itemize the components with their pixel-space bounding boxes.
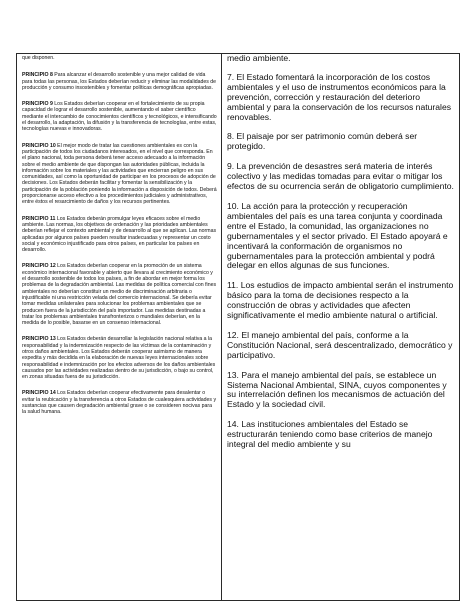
article-14: 14. Las instituciones ambientales del Estado se estructurarán teniendo como base criterios de manejo integral del medio ambiente y su	[227, 419, 433, 450]
principle-12	[22, 263, 217, 326]
principle-label: PRINCIPIO 12	[22, 263, 56, 270]
principle-label: PRINCIPIO 8	[22, 72, 53, 79]
article-12: 12. El manejo ambiental del país, conforme a la Constitución Nacional, será descentralizado, democrático y participativo.	[227, 329, 453, 360]
principle-text: El mejor modo de tratar las cuestiones ambientales es con la participación de todos los ciudadanos interesados, en el nivel que corresponda. En el plano nacional, toda persona deberá tener acceso adecuado a la información sobre el medio ambiente de que dispongan las autoridades públicas, incluida la información sobre los materiales y las actividades que encierran peligro en sus comunidades, así como la oportunidad de participar en los procesos de adopción de decisiones. Los Estados deberán facilitar y fomentar la sensibilización y la participación de la población poniendo la información a disposición de todos. Deberá proporcionarse acceso efectivo a los procedimientos judiciales y administrativos, entre éstos el resarcimiento de daños y los recursos pertinentes.	[22, 142, 217, 206]
principle-13	[22, 336, 217, 380]
article-13: 13. Para el manejo ambiental del país, se establece un Sistema Nacional Ambiental, SINA, cuyos componentes y su interrelación definen los mecanismos de actuación del Estado y la sociedad civil.	[227, 369, 447, 410]
left-fragment: que disponen.	[22, 55, 55, 61]
principle-text: Los Estados deberían cooperar efectivamente para desalentar o evitar la reubicación y la transferencia a otros Estados de cualesquiera actividades y sustancias que causen degradación ambiental grave o se consideren nocivas para la salud humana.	[22, 390, 217, 416]
principle-14	[22, 390, 217, 415]
principle-11	[22, 216, 217, 254]
principle-label: PRINCIPIO 14	[22, 390, 56, 397]
comparison-table	[16, 53, 460, 601]
principle-label: PRINCIPIO 13	[22, 336, 56, 343]
principle-text: Los Estados deberán promulgar leyes eficaces sobre el medio ambiente. Las normas, los objetivos de ordenación y las prioridades ambientales deberían reflejar el contexto ambiental y de desarrollo al que se aplican. Las normas aplicadas por algunos países pueden resultar inadecuadas y representar un costo social y económico injustificado para otros países, en particular los países en desarrollo.	[22, 215, 217, 254]
article-8: 8. El paisaje por ser patrimonio común deberá ser protegido.	[227, 131, 418, 152]
article-7: 7. El Estado fomentará la incorporación de los costos ambientales y el uso de instrumentos económicos para la prevención, corrección y restauración del deterioro ambiental y para la conservación de los recursos naturales renovables.	[227, 71, 452, 122]
principle-10	[22, 143, 217, 206]
principle-text: Los Estados deberán desarrollar la legislación nacional relativa a la responsabilidad y la indemnización respecto de las víctimas de la contaminación y otros daños ambientales. Los Estados deberán cooperar asimismo de manera expedita y más decidida en la elaboración de nuevas leyes internacionales sobre responsabilidad e indemnización por los efectos adversos de los daños ambientales causados por las actividades realizadas dentro de su jurisdicción, o bajo su control, en zonas situadas fuera de su jurisdicción.	[22, 336, 216, 381]
principle-8	[22, 72, 217, 91]
principle-9	[22, 101, 217, 132]
principle-text: Los Estados deberían cooperar en la promoción de un sistema económico internacional favorable y abierto que llevara al crecimiento económico y el desarrollo sostenible de todos los países, a fin de abordar en mejor forma los problemas de la degradación ambiental. Las medidas de política comercial con fines ambientales no deberían constituir un medio de discriminación arbitraria o injustificable ni una restricción velada del comercio internacional. Se debería evitar tomar medidas unilaterales para solucionar los problemas ambientales que se producen fuera de la jurisdicción del país importador. Las medidas destinadas a tratar los problemas ambientales transfronterizos o mundiales deberían, en la medida de lo posible, basarse en un consenso internacional.	[22, 263, 217, 327]
principles-column	[17, 54, 222, 600]
article-9: 9. La prevención de desastres será materia de interés colectivo y las medidas tomadas para evitar o mitigar los efectos de su ocurrencia serán de obligatorio cumplimiento.	[227, 161, 454, 192]
article-11: 11. Los estudios de impacto ambiental serán el instrumento básico para la toma de decisiones respecto a la construcción de obras y actividades que afecten significativamente el medio ambiente natural o artificial.	[227, 280, 454, 321]
article-10: 10. La acción para la protección y recuperación ambientales del país es una tarea conjunta y coordinada entre el Estado, la comunidad, las organizaciones no gubernamentales y el sector privado. El Estado apoyará e incentivará la conformación de organismos no gubernamentales para la protección ambiental y podrá delegar en ellos algunas de sus funciones.	[227, 200, 448, 271]
principle-label: PRINCIPIO 10	[22, 142, 56, 149]
principle-label: PRINCIPIO 11	[22, 215, 56, 222]
principle-text: Para alcanzar el desarrollo sostenible y una mejor calidad de vida para todas las personas, los Estados deberían reducir y eliminar las modalidades de producción y consumo insostenibles y fomentar políticas demográficas apropiadas.	[22, 72, 217, 91]
principle-label: PRINCIPIO 9	[22, 101, 53, 108]
right-fragment: medio ambiente.	[227, 54, 291, 63]
law-articles-column	[222, 54, 459, 600]
principle-text: Los Estados deberían cooperar en el fortalecimiento de su propia capacidad de lograr el desarrollo sostenible, aumentando el saber científico mediante el intercambio de conocimientos científicos y tecnológicos, e intensificando el desarrollo, la adaptación, la difusión y la transferencia de tecnologías, entre estas, tecnologías nuevas e innovadoras.	[22, 101, 217, 133]
